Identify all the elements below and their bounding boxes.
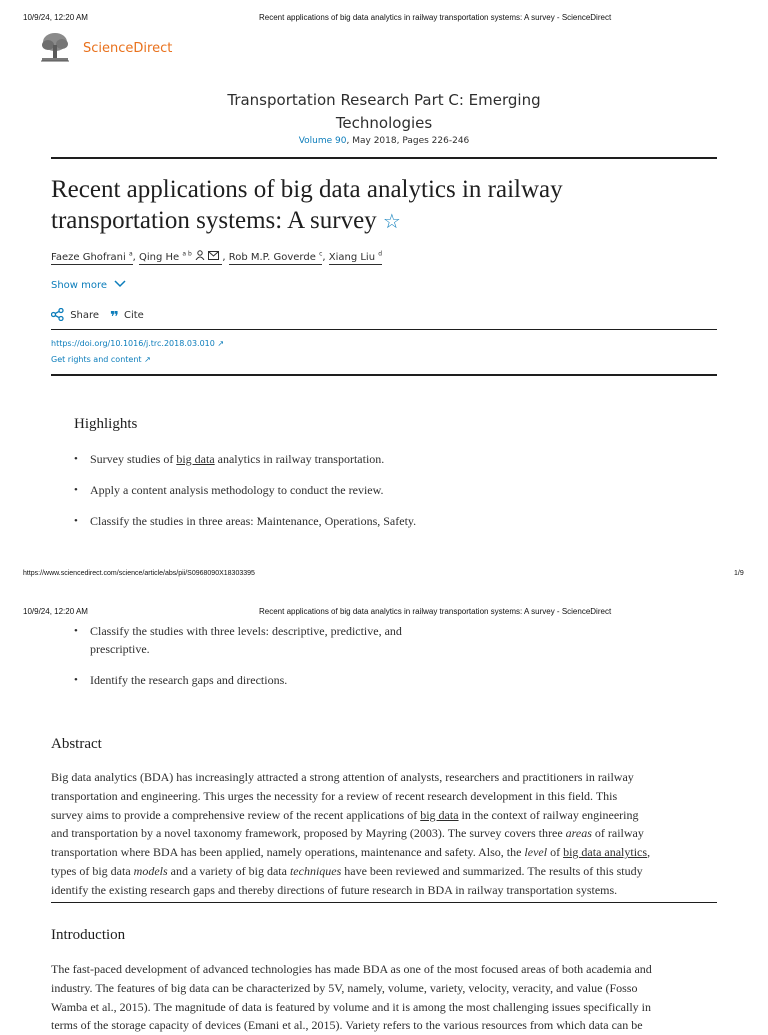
cite-button[interactable] [110,308,144,326]
divider [51,157,717,159]
print-datetime: 10/9/24, 12:20 AM [23,607,88,616]
article-title-line1: Recent applications of big data analytics in railway [51,176,563,203]
author-link[interactable]: Rob M.P. Goverde $^c$ [228,250,323,263]
doi-link[interactable]: https://doi.org/10.1016/j.trc.2018.03.010 ↗ [51,339,225,348]
abstract-text: Big data analytics (BDA) has increasingly attracted a strong attention of analysts, researchers and practitioners in railway transportation and engineering. This urges the necessity for a review of recent research development in this field. This survey aims to provide a comprehensive review of the recent applications of big data in the context of railway engineering and transportation by a novel taxonomy framework, proposed by Mayring (2003). The survey covers three areas of railway transportation where BDA has been applied, namely operations, maintenance and safety. Also, the level of big data analytics, types of big data models and a variety of big data techniques have been reviewed and summarized. The results of this study identify the existing research gaps and thereby directions of future research in BDA in railway transportation systems. [51,770,651,897]
sciencedirect-brand[interactable]: ScienceDirect [83,41,173,56]
journal-title[interactable] [0,89,768,135]
divider [51,329,717,330]
author-link[interactable]: Faeze Ghofrani $^a$ [51,250,133,263]
list-item: • Identify the research gaps and directions. [74,671,674,689]
chevron-down-icon [114,280,126,288]
journal-title-line2: Technologies [335,114,433,132]
list-item: • Classify the studies in three areas: Maintenance, Operations, Safety. [74,512,674,530]
divider [51,374,717,376]
person-icon [195,250,205,260]
big-data-link[interactable]: big data [176,452,215,466]
abstract-heading: Abstract [51,736,102,752]
highlights-list-continued [74,622,674,689]
highlights-heading: Highlights [74,416,138,432]
journal-title-line1: Transportation Research Part C: Emerging [227,91,541,109]
share-label: Share [70,310,100,321]
cite-label: Cite [124,310,144,321]
list-item: • Apply a content analysis methodology to conduct the review. [74,481,674,499]
volume-info [0,136,768,146]
author-link[interactable]: Xiang Liu $^d$ [328,250,383,263]
elsevier-tree-logo[interactable] [38,31,72,63]
list-item: • Survey studies of big data analytics in railway transportation. [74,450,674,468]
divider [51,902,717,903]
author-list: Faeze Ghofrani $^a$, Qing He $^{a b}$ , Rob M.P. Goverde $^c$, Xiang Liu $^d$ [51,250,383,263]
rights-link[interactable]: Get rights and content ↗ [51,355,151,364]
external-link-icon: ↗ [217,339,225,348]
print-datetime: 10/9/24, 12:20 AM [23,13,88,22]
print-page-title: Recent applications of big data analytics in railway transportation systems: A survey - ScienceDirect [259,13,612,22]
volume-link[interactable]: Volume 90 [298,136,347,146]
star-icon[interactable]: ☆ [382,211,401,233]
highlights-list [74,450,674,530]
article-title-line2: transportation systems: A survey [51,207,377,234]
share-button[interactable] [51,308,99,321]
introduction-heading: Introduction [51,927,126,943]
show-more-label: Show more [51,280,108,291]
big-data-analytics-link[interactable]: big data analytics [563,845,648,860]
print-footer-url: https://www.sciencedirect.com/science/article/abs/pii/S0968090X18303395 [23,570,255,577]
print-page-title: Recent applications of big data analytics in railway transportation systems: A survey - ScienceDirect [259,607,612,616]
volume-details: , May 2018, Pages 226-246 [346,136,470,146]
print-page-number: 1/9 [734,570,744,577]
mail-icon [208,251,219,260]
big-data-link[interactable]: big data [420,807,459,822]
show-more-button[interactable] [51,280,126,291]
quote-icon: ❞ [110,308,118,326]
introduction-text: The fast-paced development of advanced technologies has made BDA as one of the most focused areas of both academia and industry. The features of big data can be characterized by 5V, namely, volume, variety, velocity, veracity, and value (Fosso Wamba et al., 2015). The magnitude of data is featured by volume and it is among the most challenging issues specifically in terms of the storage capacity of devices (Emani et al., 2015). Variety refers to the various resources from which data can be [51,962,652,1033]
share-icon [51,308,64,321]
list-item: • Classify the studies with three levels: descriptive, predictive, and prescriptive. [74,622,674,658]
external-link-icon: ↗ [144,355,151,364]
author-link[interactable]: Qing He $^{a b}$ [139,252,222,265]
article-title [51,174,563,238]
